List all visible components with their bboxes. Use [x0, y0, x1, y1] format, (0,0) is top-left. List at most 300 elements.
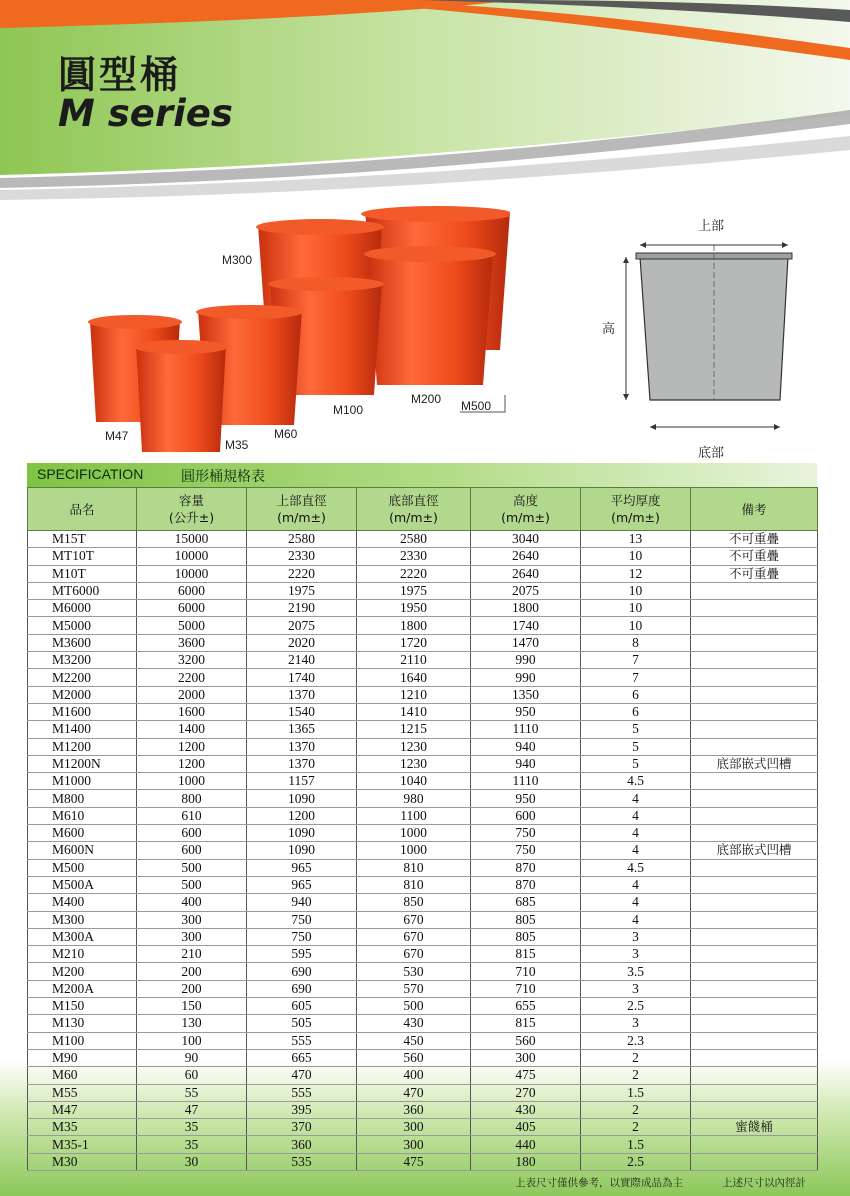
diagram-bottom-label: 底部	[698, 446, 725, 461]
cell-thickness: 4	[581, 876, 691, 893]
cell-note: 不可重疊	[691, 548, 818, 565]
cell-top-diameter: 605	[247, 998, 357, 1015]
header-capacity-line: (公升±)	[168, 510, 215, 525]
cell-height: 940	[471, 738, 581, 755]
cell-top-diameter: 535	[247, 1153, 357, 1170]
table-row	[28, 1136, 818, 1153]
cell-note	[691, 634, 818, 651]
table-row	[28, 531, 818, 548]
table-row	[28, 928, 818, 945]
cell-capacity: 6000	[137, 600, 247, 617]
cell-top-diameter: 1975	[247, 582, 357, 599]
cell-thickness: 4	[581, 825, 691, 842]
header-height	[471, 488, 581, 531]
table-row	[28, 894, 818, 911]
cell-note	[691, 617, 818, 634]
header-thickness	[581, 488, 691, 531]
header-bottom-diameter-line: (m/m±)	[389, 510, 438, 525]
cell-name: M60	[28, 1067, 137, 1084]
cell-thickness: 4	[581, 790, 691, 807]
spec-title-bar	[27, 463, 817, 487]
cell-bottom-diameter: 2580	[357, 531, 471, 548]
cell-top-diameter: 2330	[247, 548, 357, 565]
cell-top-diameter: 1365	[247, 721, 357, 738]
table-body	[28, 531, 818, 1171]
cell-thickness: 3	[581, 980, 691, 997]
label-m60: M60	[274, 427, 298, 441]
cell-bottom-diameter: 810	[357, 859, 471, 876]
cell-top-diameter: 965	[247, 876, 357, 893]
cell-thickness: 10	[581, 600, 691, 617]
cell-capacity: 600	[137, 842, 247, 859]
table-row	[28, 548, 818, 565]
cell-height: 990	[471, 652, 581, 669]
cell-height: 805	[471, 928, 581, 945]
bucket-m35	[136, 345, 226, 452]
cell-height: 2640	[471, 565, 581, 582]
table-row	[28, 634, 818, 651]
cell-note	[691, 1084, 818, 1101]
cell-capacity: 1600	[137, 703, 247, 720]
cell-note	[691, 911, 818, 928]
cell-thickness: 10	[581, 548, 691, 565]
cell-height: 870	[471, 876, 581, 893]
cell-note	[691, 669, 818, 686]
table-row	[28, 790, 818, 807]
cell-thickness: 2.5	[581, 998, 691, 1015]
table-row	[28, 703, 818, 720]
header-name	[28, 488, 137, 531]
cell-capacity: 300	[137, 911, 247, 928]
table-row	[28, 721, 818, 738]
header-top-diameter-line: (m/m±)	[277, 510, 326, 525]
cell-height: 815	[471, 946, 581, 963]
cell-bottom-diameter: 1640	[357, 669, 471, 686]
cell-height: 2640	[471, 548, 581, 565]
cell-name: M10T	[28, 565, 137, 582]
table-row	[28, 946, 818, 963]
cell-note	[691, 721, 818, 738]
cell-name: M35-1	[28, 1136, 137, 1153]
cell-capacity: 30	[137, 1153, 247, 1170]
cell-capacity: 400	[137, 894, 247, 911]
cell-thickness: 2	[581, 1049, 691, 1066]
cell-top-diameter: 665	[247, 1049, 357, 1066]
cell-thickness: 4	[581, 911, 691, 928]
cell-capacity: 47	[137, 1101, 247, 1118]
cell-note: 底部嵌式凹槽	[691, 842, 818, 859]
cell-name: M600	[28, 825, 137, 842]
cell-note	[691, 894, 818, 911]
cell-top-diameter: 750	[247, 911, 357, 928]
cell-name: M15T	[28, 531, 137, 548]
cell-bottom-diameter: 360	[357, 1101, 471, 1118]
cell-note	[691, 1101, 818, 1118]
cell-name: M1600	[28, 703, 137, 720]
table-row	[28, 876, 818, 893]
cell-height: 430	[471, 1101, 581, 1118]
cell-capacity: 1400	[137, 721, 247, 738]
cell-note	[691, 859, 818, 876]
cell-name: M610	[28, 807, 137, 824]
header-thickness-line: (m/m±)	[611, 510, 660, 525]
bucket-m200	[367, 252, 493, 385]
cell-name: MT10T	[28, 548, 137, 565]
cell-name: M2000	[28, 686, 137, 703]
table-row	[28, 807, 818, 824]
cell-note	[691, 876, 818, 893]
cell-bottom-diameter: 500	[357, 998, 471, 1015]
cell-name: M1000	[28, 773, 137, 790]
cell-top-diameter: 370	[247, 1119, 357, 1136]
cell-thickness: 2	[581, 1119, 691, 1136]
cell-thickness: 4	[581, 842, 691, 859]
cell-bottom-diameter: 2220	[357, 565, 471, 582]
table-row	[28, 1101, 818, 1118]
cell-height: 1470	[471, 634, 581, 651]
cell-top-diameter: 1090	[247, 842, 357, 859]
cell-thickness: 2.3	[581, 1032, 691, 1049]
table-row	[28, 652, 818, 669]
cell-name: M5000	[28, 617, 137, 634]
cell-note	[691, 980, 818, 997]
cell-capacity: 10000	[137, 565, 247, 582]
cell-capacity: 600	[137, 825, 247, 842]
header-note-line: 備考	[741, 501, 767, 517]
cell-capacity: 200	[137, 980, 247, 997]
cell-height: 950	[471, 703, 581, 720]
cell-top-diameter: 2190	[247, 600, 357, 617]
cell-name: M90	[28, 1049, 137, 1066]
cell-top-diameter: 505	[247, 1015, 357, 1032]
header-bottom-diameter	[357, 488, 471, 531]
cell-top-diameter: 1370	[247, 686, 357, 703]
table-row	[28, 1153, 818, 1170]
footnote-left: 上表尺寸僅供參考，以實際成品為主	[515, 1177, 683, 1189]
cell-top-diameter: 690	[247, 963, 357, 980]
cell-note	[691, 807, 818, 824]
cell-bottom-diameter: 430	[357, 1015, 471, 1032]
cell-thickness: 4	[581, 807, 691, 824]
cell-top-diameter: 395	[247, 1101, 357, 1118]
cell-capacity: 800	[137, 790, 247, 807]
cell-height: 870	[471, 859, 581, 876]
cell-thickness: 7	[581, 669, 691, 686]
cell-height: 1110	[471, 773, 581, 790]
cell-bottom-diameter: 670	[357, 946, 471, 963]
cell-bottom-diameter: 560	[357, 1049, 471, 1066]
cell-name: M3600	[28, 634, 137, 651]
cell-name: M3200	[28, 652, 137, 669]
cell-bottom-diameter: 1410	[357, 703, 471, 720]
cell-note: 不可重疊	[691, 565, 818, 582]
cell-top-diameter: 2220	[247, 565, 357, 582]
table-row	[28, 669, 818, 686]
cell-thickness: 13	[581, 531, 691, 548]
cell-name: M35	[28, 1119, 137, 1136]
cell-bottom-diameter: 980	[357, 790, 471, 807]
cell-capacity: 1200	[137, 738, 247, 755]
cell-height: 940	[471, 755, 581, 772]
cell-height: 1350	[471, 686, 581, 703]
table-row	[28, 565, 818, 582]
cell-bottom-diameter: 300	[357, 1136, 471, 1153]
cell-note	[691, 946, 818, 963]
cell-note	[691, 600, 818, 617]
cell-thickness: 5	[581, 721, 691, 738]
table-row	[28, 911, 818, 928]
footnote-right: 上述尺寸以內徑計	[722, 1177, 806, 1189]
cell-note	[691, 1049, 818, 1066]
cell-bottom-diameter: 1100	[357, 807, 471, 824]
table-row	[28, 755, 818, 772]
cell-top-diameter: 1090	[247, 825, 357, 842]
header-name-line: 品名	[69, 501, 95, 517]
cell-capacity: 300	[137, 928, 247, 945]
cell-thickness: 2	[581, 1067, 691, 1084]
cell-capacity: 1200	[137, 755, 247, 772]
cell-top-diameter: 1090	[247, 790, 357, 807]
cell-thickness: 3	[581, 928, 691, 945]
cell-height: 710	[471, 963, 581, 980]
cell-capacity: 90	[137, 1049, 247, 1066]
cell-name: M150	[28, 998, 137, 1015]
cell-height: 180	[471, 1153, 581, 1170]
cell-capacity: 150	[137, 998, 247, 1015]
cell-note	[691, 773, 818, 790]
cell-capacity: 6000	[137, 582, 247, 599]
cell-name: M6000	[28, 600, 137, 617]
cell-bottom-diameter: 1230	[357, 755, 471, 772]
cell-bottom-diameter: 300	[357, 1119, 471, 1136]
header-top-diameter-line: 上部直徑	[276, 493, 327, 508]
cell-bottom-diameter: 670	[357, 911, 471, 928]
header-banner	[0, 0, 850, 205]
cell-name: M200A	[28, 980, 137, 997]
table-row	[28, 842, 818, 859]
cell-capacity: 3600	[137, 634, 247, 651]
cell-bottom-diameter: 400	[357, 1067, 471, 1084]
header-thickness-line: 平均厚度	[610, 493, 661, 508]
cell-thickness: 10	[581, 582, 691, 599]
cell-height: 1740	[471, 617, 581, 634]
cell-thickness: 6	[581, 703, 691, 720]
cell-thickness: 6	[581, 686, 691, 703]
diagram-height-label: 高	[602, 322, 616, 337]
cell-height: 685	[471, 894, 581, 911]
cell-capacity: 500	[137, 876, 247, 893]
cell-top-diameter: 1157	[247, 773, 357, 790]
cell-thickness: 1.5	[581, 1084, 691, 1101]
cell-height: 655	[471, 998, 581, 1015]
cell-name: M30	[28, 1153, 137, 1170]
cell-top-diameter: 470	[247, 1067, 357, 1084]
cell-thickness: 4.5	[581, 859, 691, 876]
cell-note	[691, 928, 818, 945]
cell-thickness: 3	[581, 1015, 691, 1032]
cell-thickness: 2	[581, 1101, 691, 1118]
table-row	[28, 1032, 818, 1049]
table-row	[28, 825, 818, 842]
table-row	[28, 1119, 818, 1136]
cell-top-diameter: 2075	[247, 617, 357, 634]
cell-note	[691, 1032, 818, 1049]
cell-note: 蜜餞桶	[691, 1119, 818, 1136]
cell-bottom-diameter: 1210	[357, 686, 471, 703]
label-m500: M500	[461, 399, 492, 413]
cell-top-diameter: 690	[247, 980, 357, 997]
cell-height: 805	[471, 911, 581, 928]
label-m300: M300	[222, 253, 253, 267]
cell-top-diameter: 555	[247, 1084, 357, 1101]
spec-table	[27, 487, 818, 1171]
header-bottom-diameter-line: 底部直徑	[388, 493, 439, 508]
cell-bottom-diameter: 570	[357, 980, 471, 997]
cell-top-diameter: 1370	[247, 738, 357, 755]
cell-bottom-diameter: 1215	[357, 721, 471, 738]
cell-note	[691, 1015, 818, 1032]
table-row	[28, 980, 818, 997]
cell-name: M500	[28, 859, 137, 876]
header-height-line: (m/m±)	[501, 510, 550, 525]
cell-note	[691, 963, 818, 980]
cell-note	[691, 738, 818, 755]
cell-capacity: 130	[137, 1015, 247, 1032]
spec-title-cn: 圓形桶規格表	[181, 469, 265, 485]
cell-name: M55	[28, 1084, 137, 1101]
cell-height: 270	[471, 1084, 581, 1101]
cell-top-diameter: 1540	[247, 703, 357, 720]
cell-thickness: 7	[581, 652, 691, 669]
cell-note	[691, 1136, 818, 1153]
cell-capacity: 10000	[137, 548, 247, 565]
cell-top-diameter: 2020	[247, 634, 357, 651]
cell-thickness: 8	[581, 634, 691, 651]
cell-height: 600	[471, 807, 581, 824]
cell-height: 3040	[471, 531, 581, 548]
diagram-top-label: 上部	[698, 219, 725, 234]
cell-height: 1800	[471, 600, 581, 617]
table-row	[28, 582, 818, 599]
cell-name: M400	[28, 894, 137, 911]
cell-bottom-diameter: 1040	[357, 773, 471, 790]
cell-note: 底部嵌式凹槽	[691, 755, 818, 772]
table-row	[28, 1015, 818, 1032]
cell-note	[691, 652, 818, 669]
cell-height: 990	[471, 669, 581, 686]
title-english: M series	[58, 92, 233, 135]
cell-capacity: 1000	[137, 773, 247, 790]
label-m47: M47	[105, 429, 129, 443]
cell-capacity: 60	[137, 1067, 247, 1084]
cell-bottom-diameter: 1000	[357, 825, 471, 842]
table-row	[28, 963, 818, 980]
cell-name: M130	[28, 1015, 137, 1032]
cell-height: 1110	[471, 721, 581, 738]
header-note	[691, 488, 818, 531]
cell-thickness: 12	[581, 565, 691, 582]
cell-top-diameter: 1200	[247, 807, 357, 824]
cell-note	[691, 1067, 818, 1084]
header-top-diameter	[247, 488, 357, 531]
cell-name: M200	[28, 963, 137, 980]
cell-name: M1400	[28, 721, 137, 738]
cell-name: M210	[28, 946, 137, 963]
cell-note	[691, 1153, 818, 1170]
table-row	[28, 998, 818, 1015]
table-row	[28, 1084, 818, 1101]
cell-bottom-diameter: 2110	[357, 652, 471, 669]
cell-note	[691, 998, 818, 1015]
cell-top-diameter: 360	[247, 1136, 357, 1153]
cell-height: 300	[471, 1049, 581, 1066]
cell-height: 405	[471, 1119, 581, 1136]
cell-bottom-diameter: 450	[357, 1032, 471, 1049]
cell-name: M800	[28, 790, 137, 807]
cell-name: MT6000	[28, 582, 137, 599]
cell-top-diameter: 1370	[247, 755, 357, 772]
cell-bottom-diameter: 1230	[357, 738, 471, 755]
cell-bottom-diameter: 1975	[357, 582, 471, 599]
cell-bottom-diameter: 470	[357, 1084, 471, 1101]
cell-height: 750	[471, 842, 581, 859]
cell-note	[691, 582, 818, 599]
cell-height: 950	[471, 790, 581, 807]
header-capacity-line: 容量	[178, 493, 204, 508]
cell-top-diameter: 965	[247, 859, 357, 876]
cell-capacity: 55	[137, 1084, 247, 1101]
cell-name: M1200	[28, 738, 137, 755]
cell-note	[691, 790, 818, 807]
cell-capacity: 100	[137, 1032, 247, 1049]
cell-top-diameter: 940	[247, 894, 357, 911]
cell-top-diameter: 595	[247, 946, 357, 963]
cell-thickness: 3.5	[581, 963, 691, 980]
header-height-line: 高度	[512, 493, 538, 508]
cell-name: M1200N	[28, 755, 137, 772]
cell-thickness: 4	[581, 894, 691, 911]
cell-note	[691, 686, 818, 703]
table-row	[28, 617, 818, 634]
cell-bottom-diameter: 810	[357, 876, 471, 893]
cell-name: M500A	[28, 876, 137, 893]
table-header-row	[28, 488, 818, 531]
table-row	[28, 738, 818, 755]
cell-capacity: 2200	[137, 669, 247, 686]
cell-name: M300	[28, 911, 137, 928]
cell-thickness: 1.5	[581, 1136, 691, 1153]
label-m100: M100	[333, 403, 364, 417]
table-row	[28, 1049, 818, 1066]
cell-top-diameter: 2580	[247, 531, 357, 548]
cell-bottom-diameter: 670	[357, 928, 471, 945]
cell-capacity: 3200	[137, 652, 247, 669]
spec-title-en: SPECIFICATION	[37, 466, 144, 482]
cell-thickness: 5	[581, 755, 691, 772]
cell-height: 440	[471, 1136, 581, 1153]
cell-capacity: 610	[137, 807, 247, 824]
cell-capacity: 35	[137, 1136, 247, 1153]
table-row	[28, 600, 818, 617]
cell-name: M600N	[28, 842, 137, 859]
buckets-photo	[80, 200, 510, 460]
label-m35: M35	[225, 438, 249, 452]
table-row	[28, 859, 818, 876]
cell-name: M100	[28, 1032, 137, 1049]
cell-note	[691, 825, 818, 842]
cell-capacity: 500	[137, 859, 247, 876]
cell-name: M2200	[28, 669, 137, 686]
